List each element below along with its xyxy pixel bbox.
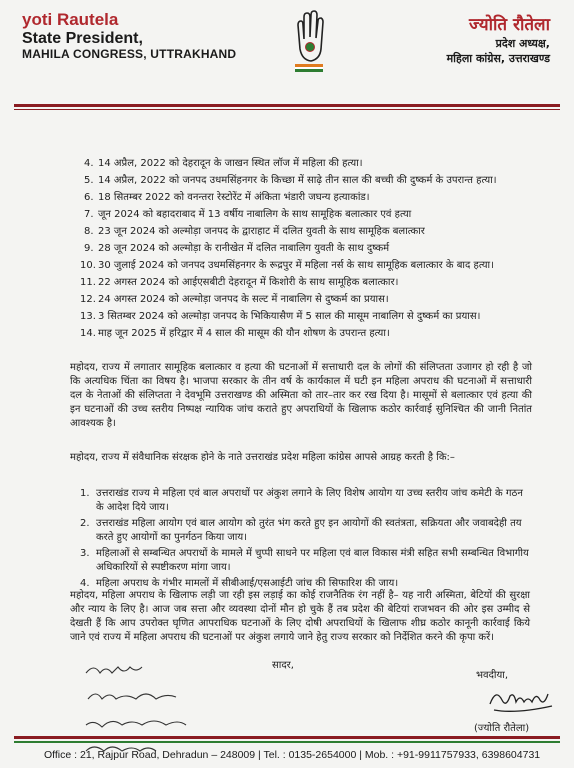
- footer-divider: [14, 736, 560, 739]
- list-item: [86, 242, 532, 255]
- sender-title-hi: प्रदेश अध्यक्ष,: [495, 36, 550, 50]
- item-number: 10.: [80, 260, 96, 271]
- body-paragraph-3: महोदय, महिला अपराध के खिलाफ लड़ी जा रही इस लड़ाई का कोई राजनैतिक रंग नहीं है– यह नारी अस्मिता, बेटियों की सुरक्षा और न्याय के लिए है। आज जब सत्ता और व्यवस्था दोनों मौन हो चुके हैं तब प्रदेश की बेटियां राजभवन की ओर इस उम्मीद से देखती हैं कि आप उपरोक्त घृणित आपराधिक घटनाओं के लिए दोषी अपराधियों के खिलाफ शीघ्र कठोर कानूनी कार्रवाई किये जाने एवं राज्य में महिला अपराध की घटनाओं पर अंकुश लगाये जाने हेतु राज्य सरकार को निर्देशित करने की कृपा करें।: [70, 590, 530, 643]
- item-text: 18 सितम्बर 2022 को वनन्तरा रेस्टोरेंट में अंकिता भंडारी जघन्य हत्याकांड।: [98, 192, 370, 203]
- list-item: [82, 487, 532, 515]
- list-item: [80, 276, 532, 289]
- item-number: 12.: [80, 294, 96, 305]
- header-divider-thin: [14, 109, 560, 110]
- item-text: 14 अप्रैल, 2022 को देहरादून के जाखन स्थित लॉज में महिला की हत्या।: [98, 158, 363, 169]
- item-number: 7.: [84, 209, 94, 220]
- item-number: 13.: [80, 311, 96, 322]
- item-number: 6.: [84, 192, 94, 203]
- item-text: महिला अपराध के गंभीर मामलों में सीबीआई/एसआईटी जांच की सिफारिश की जाय।: [96, 578, 399, 589]
- handwritten-signature: [486, 682, 558, 718]
- body-paragraph-1: महोदय, राज्य में लगातार सामूहिक बलात्कार व हत्या की घटनाओं में सत्ताधारी दल के लोगों की संलिप्तता उजागर हो रही है जो कि अत्यधिक चिंता का विषय है। भाजपा सरकार के तीन वर्ष के कार्यकाल में घटी इन महिला अपराध की घटनाओं में सत्ताधारी दल के नेताओं की संलिप्तता ने देवभूमि उत्तराखण्ड की अस्मिता को तार–तार कर रख दिया है। मासूमों से बलात्कार एवं हत्या की इन घटनाओं की उच्च स्तरीय निष्पक्ष न्यायिक जांच कराते हुए अपराधियों के खिलाफ कठोर कार्रवाई सुनिश्चित की जानी नितांत आवश्यक है।: [70, 362, 532, 429]
- item-number: 4.: [80, 578, 90, 589]
- item-text: 3 सितम्बर 2024 को अल्मोड़ा जनपद के भिकियासैण में 5 साल की मासूम नाबालिग से दुष्कर्म का प्रयास।: [98, 311, 481, 322]
- item-number: 1.: [80, 488, 90, 499]
- item-number: 8.: [84, 226, 94, 237]
- list-item: [80, 327, 532, 340]
- footer-divider-green: [14, 741, 560, 743]
- list-item: [80, 259, 532, 272]
- sender-name-hi: ज्योति रौतेला: [469, 15, 550, 35]
- list-item: [86, 208, 532, 221]
- item-number: 4.: [84, 158, 94, 169]
- item-text: उत्तराखंड महिला आयोग एवं बाल आयोग को तुरंत भंग करते हुए इन आयोगों की स्वतंत्रता, सक्रियता और जवाबदेही तय करते हुए आयोगों का पुनर्गठन किया जाय।: [96, 518, 522, 543]
- item-number: 11.: [80, 277, 96, 288]
- item-text: माह जून 2025 में हरिद्वार में 4 साल की मासूम की यौन शोषण के उपरान्त हत्या।: [98, 328, 390, 339]
- item-text: 23 जून 2024 को अल्मोड़ा जनपद के द्वाराहाट में दलित युवती के साथ सामूहिक बलात्कार: [98, 226, 425, 237]
- list-item: [80, 293, 532, 306]
- demand-list: [82, 487, 532, 593]
- sign-off: भवदीया,: [476, 670, 509, 681]
- sender-title-en: State President,: [22, 29, 143, 47]
- item-text: 30 जुलाई 2024 को जनपद उधमसिंहनगर के रूद्रपुर में महिला नर्स के साथ सामूहिक बलात्कार के बाद हत्या।: [98, 260, 494, 271]
- list-item: [86, 174, 532, 187]
- list-item: [86, 225, 532, 238]
- item-number: 5.: [84, 175, 94, 186]
- footer-contact: Office : 21, Rajpur Road, Dehradun – 248009 | Tel. : 0135-2654000 | Mob. : +91-9911757933, 6398604731: [44, 749, 541, 761]
- item-text: महिलाओं से सम्बन्धित अपराधों के मामले में चुप्पी साधने पर महिला एवं बाल विकास मंत्री सहित सभी सम्बन्धित विभागीय अधिकारियों से स्पष्टीकरण मांगा जाय।: [96, 548, 529, 573]
- sender-name-en: yoti Rautela: [22, 10, 119, 29]
- congress-hand-logo: [289, 9, 329, 77]
- item-number: 14.: [80, 328, 96, 339]
- closing-salutation: सादर,: [272, 660, 294, 671]
- item-text: उत्तराखंड राज्य मे महिला एवं बाल अपराधों पर अंकुश लगाने के लिए विशेष आयोग या उच्च स्तरीय जांच कमेटी के गठन के आदेश दिये जाय।: [96, 488, 523, 513]
- header-divider: [14, 104, 560, 107]
- sender-org-hi: महिला कांग्रेस, उत्तराखण्ड: [446, 51, 550, 65]
- item-text: 28 जून 2024 को अल्मोड़ा के रानीखेत में दलित नाबालिग युवती के साथ दुष्कर्म: [98, 243, 390, 254]
- item-number: 3.: [80, 548, 90, 559]
- list-item: [82, 517, 532, 545]
- list-item: [80, 310, 532, 323]
- signatory-name: (ज्योति रौतेला): [474, 723, 530, 734]
- item-number: 2.: [80, 518, 90, 529]
- sender-org-en: MAHILA CONGRESS, UTTRAKHAND: [22, 46, 237, 61]
- item-number: 9.: [84, 243, 94, 254]
- list-item: [86, 191, 532, 204]
- body-paragraph-2: महोदय, राज्य में संवैधानिक संरक्षक होने के नाते उत्तराखंड प्रदेश महिला कांग्रेस आपसे आग्रह करती है कि:–: [70, 452, 455, 463]
- header-english: [22, 10, 236, 62]
- item-text: 14 अप्रैल, 2022 को जनपद उधमसिंहनगर के किच्छा में साढ़े तीन साल की बच्ची की दुष्कर्म के उपरान्त हत्या।: [98, 175, 497, 186]
- item-text: जून 2024 को बहादराबाद में 13 वर्षीय नाबालिग के साथ सामूहिक बलात्कार एवं हत्या: [98, 209, 412, 220]
- incident-list: [80, 157, 532, 344]
- list-item: [86, 157, 532, 170]
- list-item: [82, 547, 532, 575]
- item-text: 24 अगस्त 2024 को अल्मोड़ा जनपद के सल्ट में नाबालिग से दुष्कर्म का प्रयास।: [98, 294, 389, 305]
- header-hindi: [447, 14, 550, 67]
- item-text: 22 अगस्त 2024 को आईएसबीटी देहरादून में किशोरी के साथ सामूहिक बलात्कार।: [98, 277, 399, 288]
